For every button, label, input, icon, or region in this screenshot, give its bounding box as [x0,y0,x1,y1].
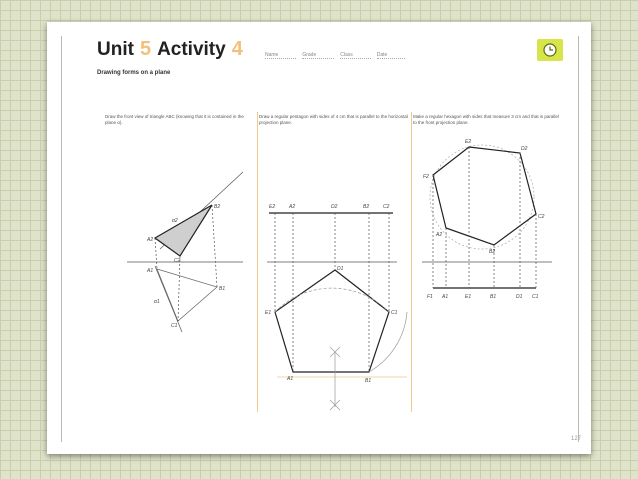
class-field[interactable]: Class [340,52,371,59]
label-c1: C1 [171,323,178,329]
label-p-a2: A2 [289,204,296,210]
triangle-top-view [157,269,217,321]
name-field[interactable]: Name [265,52,296,59]
label-c2: C2 [174,258,181,264]
label-alpha1: α1 [154,299,160,305]
triangle-exercise [127,172,243,332]
label-p-e1: E1 [265,310,272,316]
drawings [47,22,591,454]
label-p-d1: D1 [337,266,344,272]
page-subtitle: Drawing forms on a plane [97,70,171,76]
label-p-c2: C2 [383,204,390,210]
label-b2: B2 [214,204,221,210]
pentagon-top-view [275,270,389,372]
label-p-a1: A1 [287,376,294,382]
label-b1: B1 [219,286,226,292]
page-number: 127 [570,436,581,442]
instruction-2: Draw a regular pentagon with sides of 4 cm that is parallel to the horizontal projection plane. [259,114,408,125]
label-a2: A2 [147,237,154,243]
instruction-1: Draw the front view of triangle ABC (knowing that it is contained in the plane α). [105,114,244,125]
circumscribed-circle [430,145,534,249]
label-p-e2: E2 [269,204,276,210]
projector-a [155,238,157,269]
label-p-c1: C1 [391,310,398,316]
construction-arc-2 [369,312,407,372]
instruction-3: Make a regular hexagon with sides that measure 3 cm and that is parallel to the front projection plane. [413,114,559,125]
label-h-c1: C1 [532,294,539,300]
label-h-d2: D2 [521,146,528,152]
grade-field[interactable]: Grade [302,52,334,59]
unit-number: 5 [139,38,152,60]
label-h-f2: F2 [423,174,429,180]
label-p-d2: D2 [331,204,338,210]
label-h-a1: A1 [442,294,449,300]
label-h-b2: B2 [489,249,496,255]
triangle-front-view [155,205,212,256]
hexagon-front-view [433,147,536,245]
label-h-b1: B1 [490,294,497,300]
unit-word: Unit [97,39,134,60]
label-a1: A1 [147,268,154,274]
label-p-b2: B2 [363,204,370,210]
label-h-e2: E2 [465,139,472,145]
hexagon-exercise [422,145,552,288]
label-p-b1: B1 [365,378,372,384]
label-h-e1: E1 [465,294,472,300]
label-h-d1: D1 [516,294,523,300]
label-alpha2: α2 [172,218,178,224]
worksheet-page [47,22,591,454]
date-field[interactable]: Date [377,52,406,59]
activity-word: Activity [157,39,226,60]
label-h-a2: A2 [436,232,443,238]
projector-b [212,205,217,287]
label-h-c2: C2 [538,214,545,220]
activity-number: 4 [231,38,243,60]
label-h-f1: F1 [427,294,433,300]
projector-c [178,256,180,321]
